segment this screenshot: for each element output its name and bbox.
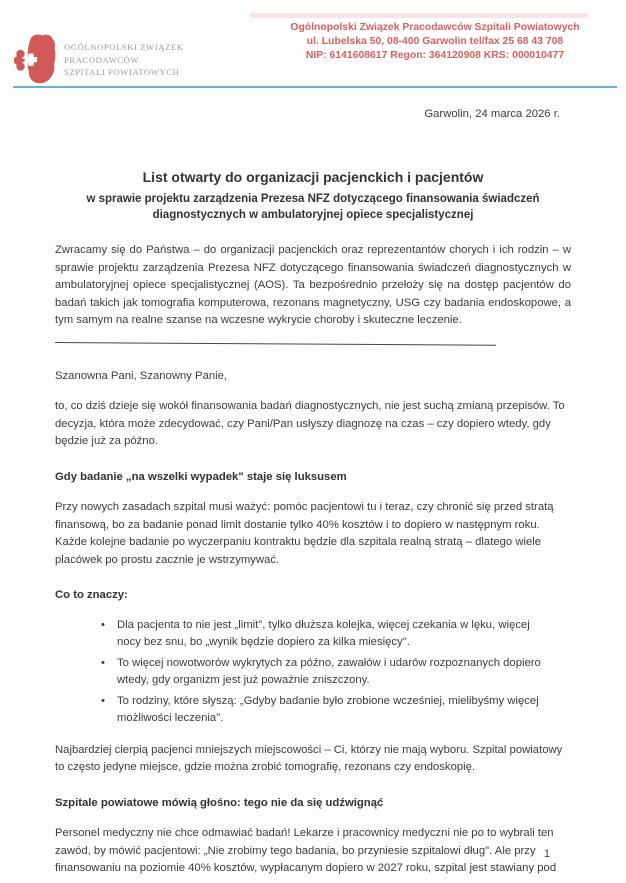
contact-block: [260, 21, 610, 62]
salutation: Szanowna Pani, Szanowny Panie,: [55, 369, 228, 382]
bullet-item: • To rodziny, które słyszą: „Gdyby badanie było zrobione wcześniej, mielibyśmy więcej możliwości leczenia".: [100, 693, 547, 728]
date-line: Garwolin, 24 marca 2026 r.: [424, 108, 560, 120]
section-heading-luksus: Gdy badanie „na wszelki wypadek" staje się luksusem: [55, 470, 347, 483]
section-divider: [55, 342, 496, 346]
org-name: [64, 41, 184, 79]
letter-subtitle: w sprawie projektu zarządzenia Prezesa NFZ dotyczącego finansowania świadczeń diagnostycznych w ambulatoryjnej opiece specjalistycznej: [86, 193, 540, 221]
section-heading-znaczy: Co to znaczy:: [55, 589, 128, 602]
org-logo-icon: [14, 33, 56, 85]
contact-ids-line: NIP: 6141608617 Regon: 364120908 KRS: 000010477: [305, 49, 565, 61]
intro-paragraph: Zwracamy się do Państwa – do organizacji pacjenckich oraz reprezentantów chorych i ich rodzin – w sprawie projektu zarządzenia Prezesa NFZ dotyczącego finansowania świadczeń diagnostycznych w ambulatoryjnej opiece specjalistycznej (AOS). Ta bezpośrednio przełoży się na dostęp pacjentów do badań takich jak tomografia komputerowa, rezonans magnetyczny, USG czy badania endoskopowe, a tym samym na realne szanse na wczesne wykrycie choroby i skuteczne leczenie.: [55, 244, 571, 327]
letter-title: List otwarty do organizacji pacjenckich i pacjentów: [142, 169, 484, 185]
paragraph-personel: Personel medyczny nie chce odmawiać badań! Lekarze i pracownicy medyczni nie po to wybrali ten zawód, by mówić pacjentowi: „Nie zrobimy tego badania, bo przyniesie szpitalowi dług". Ale przy finansowaniu na poziomie 40% kosztów, wypłacanym dopiero w 2027 roku, szpital jest stawiany pod: [55, 827, 557, 875]
bullet-list: [100, 617, 547, 728]
bullet-item: • To więcej nowotworów wykrytych za późno, zawałów i udarów rozpoznanych dopiero wtedy, gdy organizm jest już poważnie zniszczony.: [100, 655, 547, 690]
org-name-line: SZPITALI POWIATOWYCH: [64, 67, 180, 78]
page-number: 1: [544, 848, 551, 860]
letterhead-rule: [13, 86, 617, 88]
paragraph-diagnosis: to, co dziś dzieje się wokół finansowania badań diagnostycznych, nie jest suchą zmianą przepisów. To decyzja, która może zdecydować, czy Pani/Pan usłyszy diagnozę na czas – czy dopiero wtedy, gdy będzie już za późno.: [55, 400, 565, 448]
letterhead: [0, 0, 626, 88]
bullet-item: • Dla pacjenta to nie jest „limit", tylko dłuższa kolejka, więcej czekania w lęku, więcej nocy bez snu, bo „wynik będzie dopiero za kilka miesięcy".: [100, 617, 547, 652]
letter-body: [55, 168, 571, 878]
section-heading-szpitale: Szpitale powiatowe mówią głośno: tego nie da się udźwignąć: [55, 796, 384, 809]
paragraph-luksus: Przy nowych zasadach szpital musi ważyć: pomóc pacjentowi tu i teraz, czy chronić się przed stratą finansową, bo za badanie ponad limit dostanie tylko 40% kosztów i to dopiero w następnym roku. Każde kolejne badanie po wyczerpaniu kontraktu będzie dla szpitala realną stratą – dlatego wiele placówek po prostu zacznie je wstrzymywać.: [55, 501, 554, 566]
paragraph-najbardziej: Najbardziej cierpią pacjenci mniejszych miejscowości – Ci, którzy nie mają wyboru. Szpital powiatowy to często jedyne miejsce, gdzie można zrobić tomografię, rezonans czy endoskopię.: [55, 743, 563, 774]
org-name-line: OGÓLNOPOLSKI ZWIĄZEK: [64, 42, 184, 52]
org-name-line: PRACODAWCÓW: [64, 54, 140, 65]
contact-address-line: ul. Lubelska 50, 08-400 Garwolin tel/fax 25 68 43 708: [306, 35, 564, 47]
contact-org-line: Ogólnopolski Związek Pracodawców Szpitali Powiatowych: [290, 22, 580, 33]
